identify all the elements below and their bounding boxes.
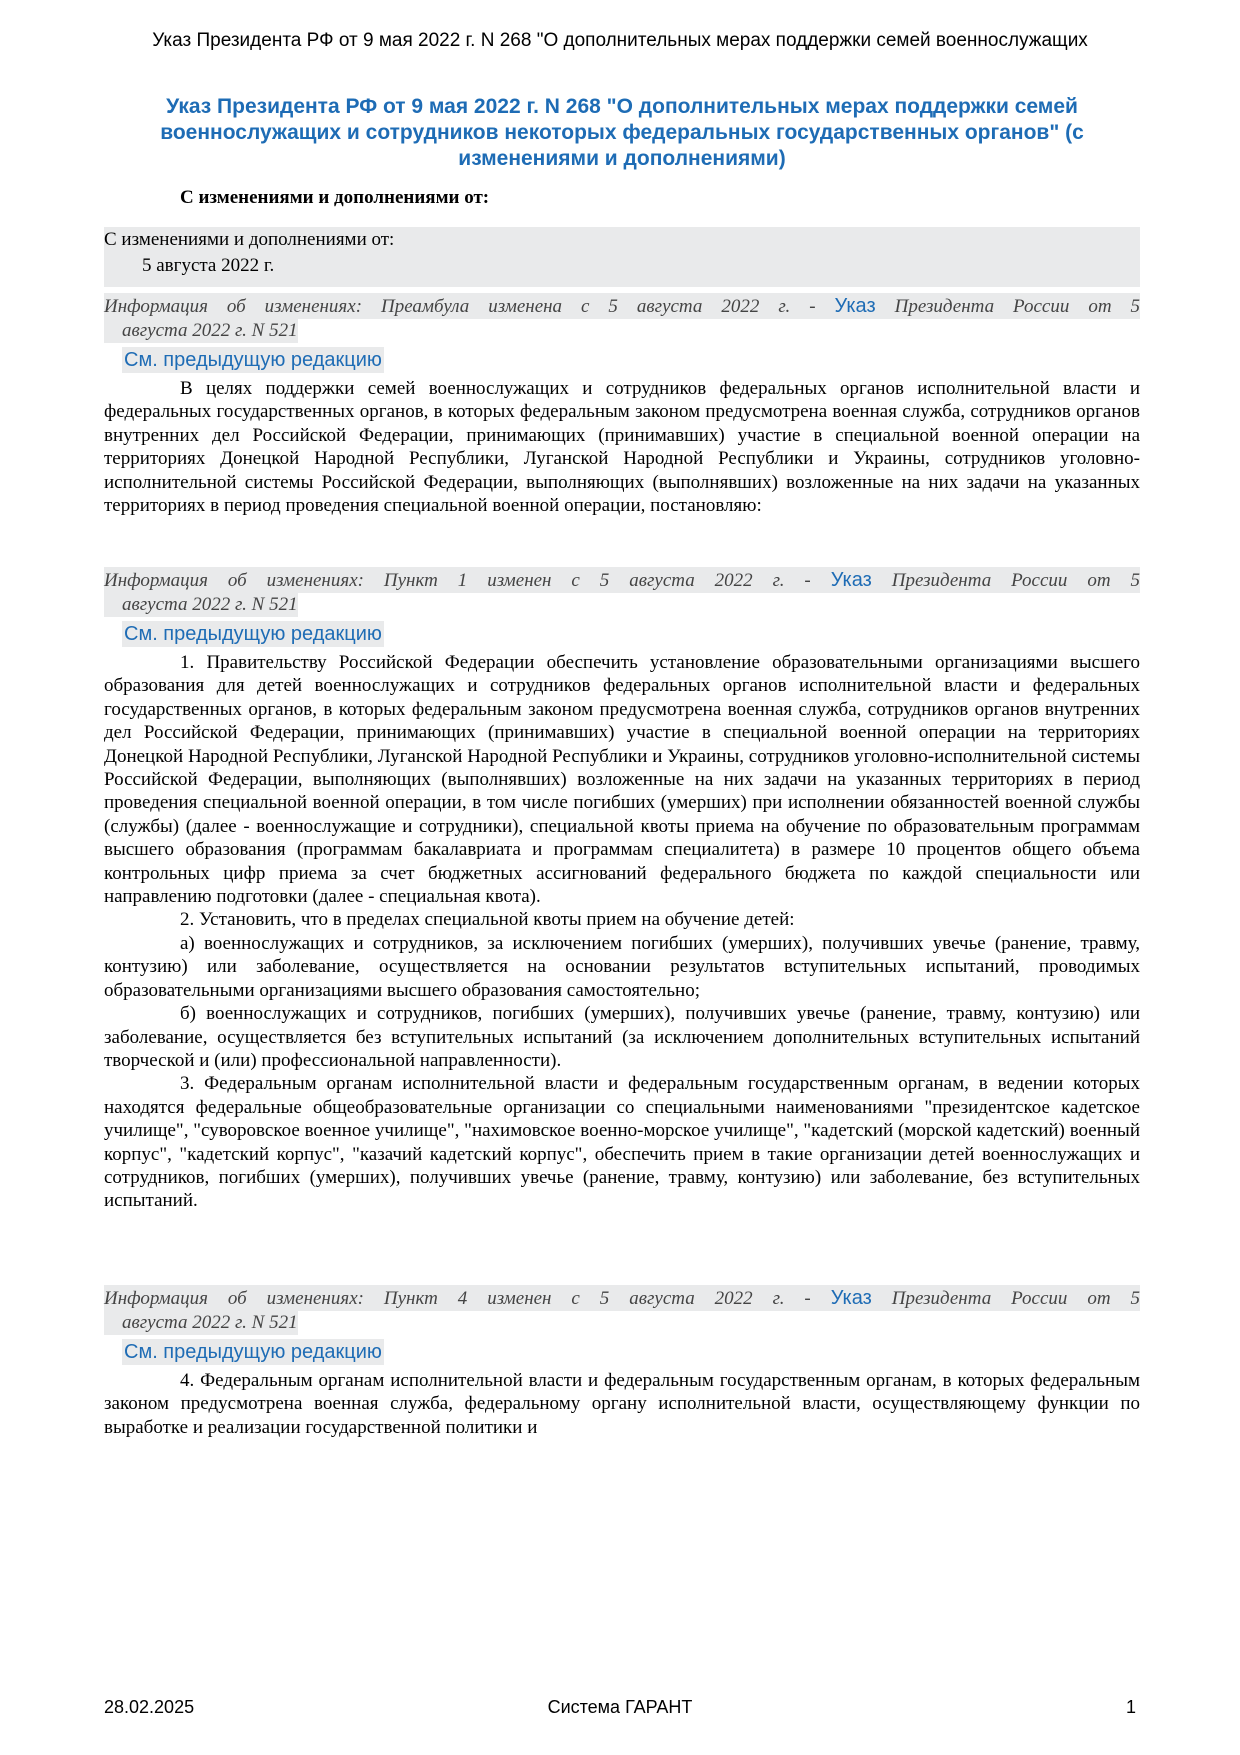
paragraph-2: 2. Установить, что в пределах специальной квоты прием на обучение детей:: [180, 909, 795, 931]
change-info-line: [104, 293, 1140, 319]
change-info-line: [104, 1285, 1140, 1311]
paragraph-1: 1. Правительству Российской Федерации обеспечить установление образовательными организациями высшего образования для детей военнослужащих и сотрудников федеральных органов исполнительной власти и федеральных государственных органов, в которых федеральным законом предусмотрена военная служба, сотрудников органов внутренних дел Российской Федерации, принимающих (принимавших) участие в специальной военной операции на территориях Донецкой Народной Республики, Луганской Народной Республики и Украины, сотрудников уголовно-исполнительной системы Российской Федерации, выполняющих (выполнявших) возложенные на них задачи на указанных территориях в период проведения специальной военной операции, в том числе погибших (умерших) при исполнении обязанностей военной службы (службы) (далее - военнослужащие и сотрудники), специальной квоты приема на обучение по образовательным программам высшего образования (программам бакалавриата и программам специалитета) в размере 10 процентов общего объема контрольных цифр приема за счет бюджетных ассигнований федерального бюджета по каждой специальности или направлению подготовки (далее - специальная квота).: [104, 652, 1140, 908]
previous-edition-link[interactable]: См. предыдущую редакцию: [124, 623, 382, 645]
footer-date: 28.02.2025: [104, 1697, 195, 1717]
main-paragraphs: [104, 651, 1140, 1213]
decree-link[interactable]: Указ: [830, 569, 872, 591]
preamble-paragraph: [104, 377, 1140, 517]
document-title: Указ Президента РФ от 9 мая 2022 г. N 268 "О дополнительных мерах поддержки семей военнослужащих и сотрудников некоторых федеральных государственных органов" (с изменениями и дополнениями): [160, 95, 1084, 170]
change-info-line2: августа 2022 г. N 521: [104, 1311, 298, 1335]
change-info-line: [104, 567, 1140, 593]
change-info-tail: Президента России от 5: [891, 1288, 1141, 1309]
amendments-box: [104, 227, 1140, 287]
change-info-label: Информация об изменениях:: [104, 1288, 364, 1309]
decree-link[interactable]: Указ: [834, 295, 876, 317]
change-info-block: [104, 567, 1140, 647]
change-info-text: Пункт 4 изменен с 5 августа 2022 г. -: [383, 1288, 811, 1309]
change-info-tail: Президента России от 5: [891, 570, 1141, 591]
footer-system: Система ГАРАНТ: [547, 1697, 693, 1717]
change-info-line2: августа 2022 г. N 521: [104, 319, 298, 343]
previous-edition-link[interactable]: См. предыдущую редакцию: [124, 1341, 382, 1363]
footer-page-number: 1: [1125, 1697, 1136, 1717]
change-info-tail: Президента России от 5: [894, 296, 1141, 317]
change-info-label: Информация об изменениях:: [104, 570, 364, 591]
paragraph-4: 4. Федеральным органам исполнительной власти и федеральным государственным органам, в которых федеральным законом предусмотрена военная служба, федеральному органу исполнительной власти, осуществляющему функции по выработке и реализации государственной политики и: [104, 1370, 1140, 1438]
previous-edition-link[interactable]: См. предыдущую редакцию: [124, 349, 382, 371]
change-info-block: [104, 1285, 1140, 1365]
change-info-text: Пункт 1 изменен с 5 августа 2022 г. -: [383, 570, 811, 591]
change-info-label: Информация об изменениях:: [104, 296, 363, 317]
paragraph-3: 3. Федеральным органам исполнительной власти и федеральным государственным органам, в ведении которых находятся федеральные общеобразовательные организации со специальными наименованиями "президентское кадетское училище", "суворовское военное училище", "нахимовское военно-морское училище", "кадетский (морской кадетский) военный корпус", "кадетский корпус", "казачий кадетский корпус", обеспечить прием в такие организации детей военнослужащих и сотрудников, погибших (умерших), получивших увечье (ранение, травму, контузию) или заболевание, без вступительных испытаний.: [104, 1073, 1140, 1212]
paragraph-text: В целях поддержки семей военнослужащих и сотрудников федеральных органов исполнительной власти и федеральных государственных органов, в которых федеральным законом предусмотрена военная служба, сотрудников органов внутренних дел Российской Федерации, принимающих (принимавших) участие в специальной военной операции на территориях Донецкой Народной Республики, Луганской Народной Республики и Украины, сотрудников уголовно-исполнительной системы Российской Федерации, выполняющих (выполнявших) возложенные на них задачи на указанных территориях в период проведения специальной военной операции, постановляю:: [104, 378, 1140, 517]
running-header: Указ Президента РФ от 9 мая 2022 г. N 268 "О дополнительных мерах поддержки семей военнослужащих: [152, 30, 1088, 51]
change-info-line2: августа 2022 г. N 521: [104, 593, 298, 617]
amendments-box-label: С изменениями и дополнениями от:: [104, 229, 395, 250]
paragraph-2a: а) военнослужащих и сотрудников, за исключением погибших (умерших), получивших увечье (ранение, травму, контузию) или заболевание, осуществляется на основании результатов вступительных испытаний, проводимых образовательными организациями высшего образования самостоятельно;: [104, 932, 1140, 1001]
amendment-date-link[interactable]: 5 августа 2022 г.: [142, 255, 275, 276]
change-info-block: [104, 293, 1140, 373]
change-info-text: Преамбула изменена с 5 августа 2022 г. -: [381, 296, 816, 317]
decree-link[interactable]: Указ: [830, 1287, 872, 1309]
paragraph-2b: б) военнослужащих и сотрудников, погибших (умерших), получивших увечье (ранение, травму, контузию) или заболевание, осуществляется без вступительных испытаний (за исключением дополнительных вступительных испытаний творческой и (или) профессиональной направленности).: [104, 1003, 1140, 1071]
paragraph-4-block: [104, 1369, 1140, 1439]
amendments-heading: С изменениями и дополнениями от:: [180, 187, 490, 208]
